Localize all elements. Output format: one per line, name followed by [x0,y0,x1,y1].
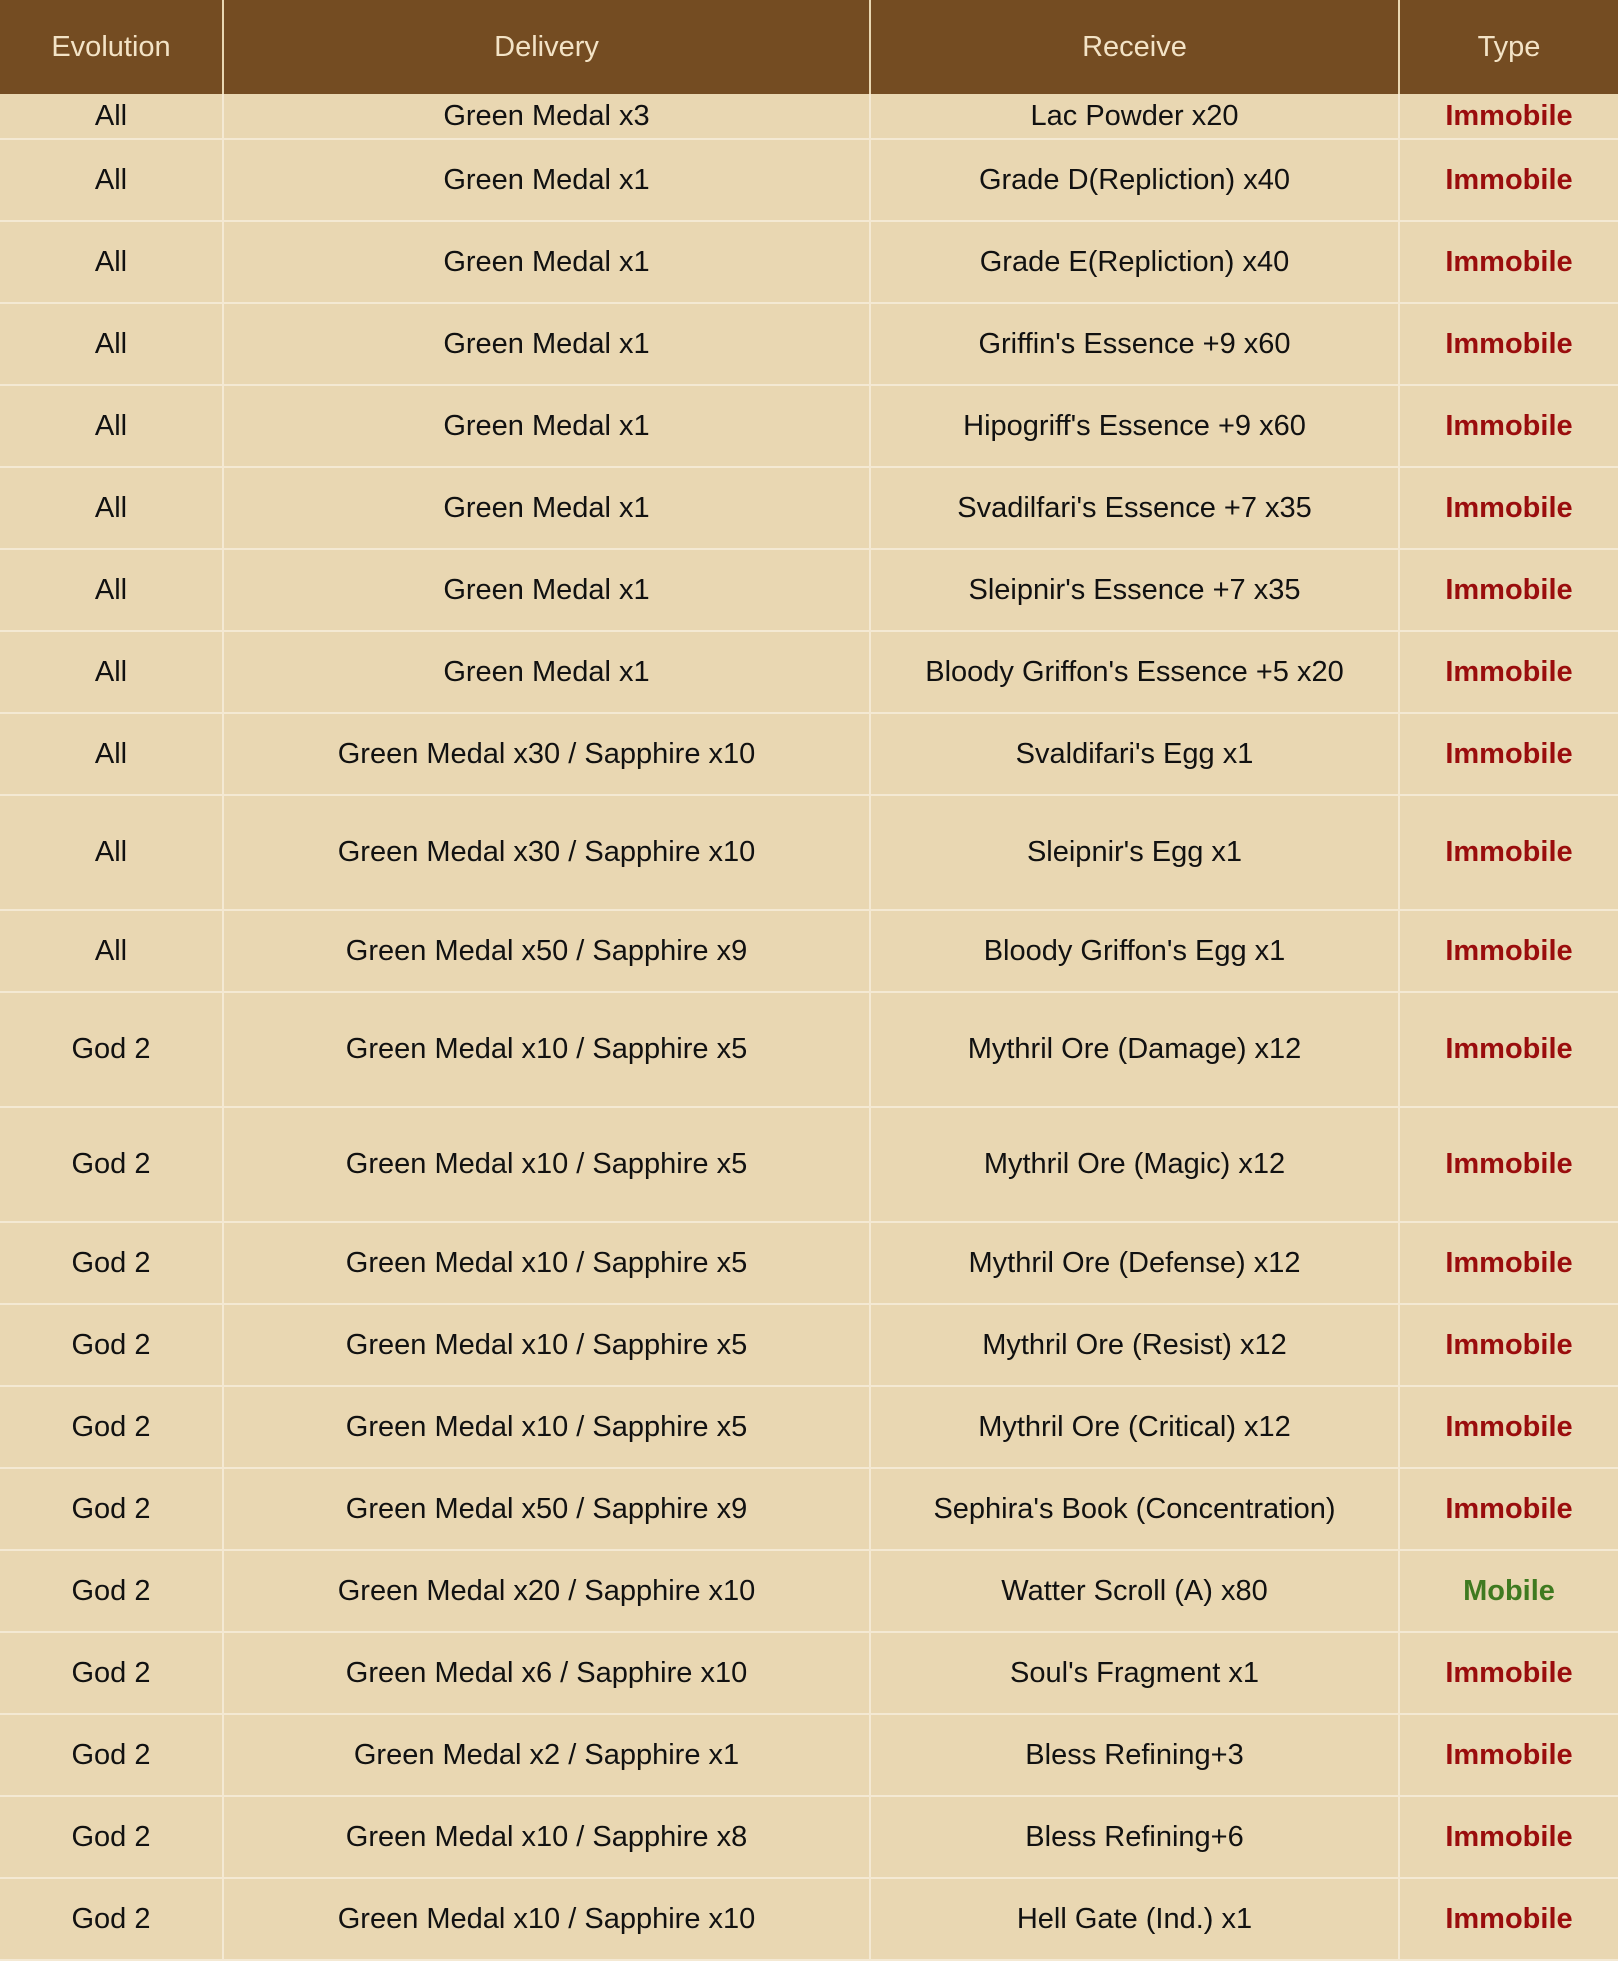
cell-receive: Mythril Ore (Defense) x12 [870,1222,1399,1304]
cell-delivery: Green Medal x3 [223,94,870,139]
table-row [0,549,1618,631]
cell-type: Immobile [1399,1796,1618,1878]
cell-evolution: All [0,631,223,713]
cell-type: Immobile [1399,1632,1618,1714]
cell-type: Immobile [1399,1878,1618,1960]
cell-delivery: Green Medal x20 / Sapphire x10 [223,1550,870,1632]
cell-evolution: God 2 [0,1714,223,1796]
cell-delivery: Green Medal x1 [223,631,870,713]
cell-evolution: God 2 [0,1222,223,1304]
table-row [0,385,1618,467]
cell-receive: Bless Refining+3 [870,1714,1399,1796]
cell-receive: Lac Powder x20 [870,94,1399,139]
cell-receive: Bless Refining+6 [870,1796,1399,1878]
cell-type: Immobile [1399,1386,1618,1468]
cell-type: Immobile [1399,221,1618,303]
cell-delivery: Green Medal x1 [223,221,870,303]
cell-type: Immobile [1399,94,1618,139]
table-row [0,1878,1618,1960]
table-row [0,795,1618,910]
cell-delivery: Green Medal x6 / Sapphire x10 [223,1632,870,1714]
cell-delivery: Green Medal x10 / Sapphire x5 [223,1386,870,1468]
cell-delivery: Green Medal x10 / Sapphire x5 [223,1304,870,1386]
cell-delivery: Green Medal x1 [223,549,870,631]
cell-evolution: God 2 [0,1107,223,1222]
cell-receive: Bloody Griffon's Egg x1 [870,910,1399,992]
cell-type: Immobile [1399,549,1618,631]
header-delivery: Delivery [223,0,870,94]
cell-receive: Mythril Ore (Critical) x12 [870,1386,1399,1468]
cell-evolution: God 2 [0,1550,223,1632]
table-row [0,992,1618,1107]
table-body [0,94,1618,1960]
cell-receive: Soul's Fragment x1 [870,1632,1399,1714]
cell-evolution: God 2 [0,1386,223,1468]
cell-evolution: All [0,910,223,992]
cell-evolution: All [0,139,223,221]
cell-type: Immobile [1399,910,1618,992]
cell-type: Immobile [1399,992,1618,1107]
cell-evolution: God 2 [0,992,223,1107]
cell-evolution: All [0,385,223,467]
header-receive: Receive [870,0,1399,94]
cell-receive: Sleipnir's Essence +7 x35 [870,549,1399,631]
cell-delivery: Green Medal x1 [223,385,870,467]
cell-evolution: God 2 [0,1632,223,1714]
cell-evolution: God 2 [0,1878,223,1960]
cell-receive: Svaldifari's Egg x1 [870,713,1399,795]
cell-receive: Mythril Ore (Resist) x12 [870,1304,1399,1386]
cell-delivery: Green Medal x2 / Sapphire x1 [223,1714,870,1796]
cell-type: Immobile [1399,1714,1618,1796]
cell-evolution: All [0,795,223,910]
cell-delivery: Green Medal x10 / Sapphire x10 [223,1878,870,1960]
cell-evolution: All [0,221,223,303]
cell-delivery: Green Medal x30 / Sapphire x10 [223,713,870,795]
cell-receive: Grade D(Repliction) x40 [870,139,1399,221]
cell-receive: Sleipnir's Egg x1 [870,795,1399,910]
cell-delivery: Green Medal x30 / Sapphire x10 [223,795,870,910]
header-type: Type [1399,0,1618,94]
cell-receive: Bloody Griffon's Essence +5 x20 [870,631,1399,713]
cell-type: Immobile [1399,303,1618,385]
table-row [0,467,1618,549]
cell-receive: Sephira's Book (Concentration) [870,1468,1399,1550]
cell-evolution: God 2 [0,1796,223,1878]
table-row [0,1632,1618,1714]
cell-type: Mobile [1399,1550,1618,1632]
cell-receive: Mythril Ore (Damage) x12 [870,992,1399,1107]
cell-receive: Grade E(Repliction) x40 [870,221,1399,303]
cell-receive: Mythril Ore (Magic) x12 [870,1107,1399,1222]
table-row [0,303,1618,385]
cell-evolution: All [0,713,223,795]
cell-evolution: All [0,94,223,139]
cell-receive: Griffin's Essence +9 x60 [870,303,1399,385]
cell-delivery: Green Medal x1 [223,303,870,385]
cell-type: Immobile [1399,139,1618,221]
cell-receive: Watter Scroll (A) x80 [870,1550,1399,1632]
cell-delivery: Green Medal x50 / Sapphire x9 [223,1468,870,1550]
cell-type: Immobile [1399,385,1618,467]
cell-receive: Hipogriff's Essence +9 x60 [870,385,1399,467]
table-row [0,1304,1618,1386]
cell-type: Immobile [1399,795,1618,910]
cell-receive: Hell Gate (Ind.) x1 [870,1878,1399,1960]
cell-type: Immobile [1399,1107,1618,1222]
cell-type: Immobile [1399,631,1618,713]
cell-evolution: God 2 [0,1468,223,1550]
header-evolution: Evolution [0,0,223,94]
cell-delivery: Green Medal x10 / Sapphire x5 [223,1107,870,1222]
table-row [0,221,1618,303]
table-row [0,1550,1618,1632]
cell-evolution: All [0,467,223,549]
table-row [0,713,1618,795]
cell-evolution: All [0,303,223,385]
cell-receive: Svadilfari's Essence +7 x35 [870,467,1399,549]
table-header [0,0,1618,94]
table-row [0,631,1618,713]
cell-delivery: Green Medal x10 / Sapphire x8 [223,1796,870,1878]
table-row [0,94,1618,139]
table-row [0,1796,1618,1878]
table-row [0,1107,1618,1222]
table-row [0,1468,1618,1550]
table-row [0,1386,1618,1468]
table-row [0,910,1618,992]
cell-delivery: Green Medal x1 [223,139,870,221]
cell-type: Immobile [1399,467,1618,549]
cell-type: Immobile [1399,1468,1618,1550]
cell-delivery: Green Medal x50 / Sapphire x9 [223,910,870,992]
cell-type: Immobile [1399,713,1618,795]
cell-delivery: Green Medal x1 [223,467,870,549]
table-row [0,1714,1618,1796]
cell-type: Immobile [1399,1304,1618,1386]
cell-evolution: All [0,549,223,631]
cell-delivery: Green Medal x10 / Sapphire x5 [223,1222,870,1304]
cell-type: Immobile [1399,1222,1618,1304]
cell-evolution: God 2 [0,1304,223,1386]
header-row [0,0,1618,94]
table-row [0,1222,1618,1304]
table-row [0,139,1618,221]
cell-delivery: Green Medal x10 / Sapphire x5 [223,992,870,1107]
